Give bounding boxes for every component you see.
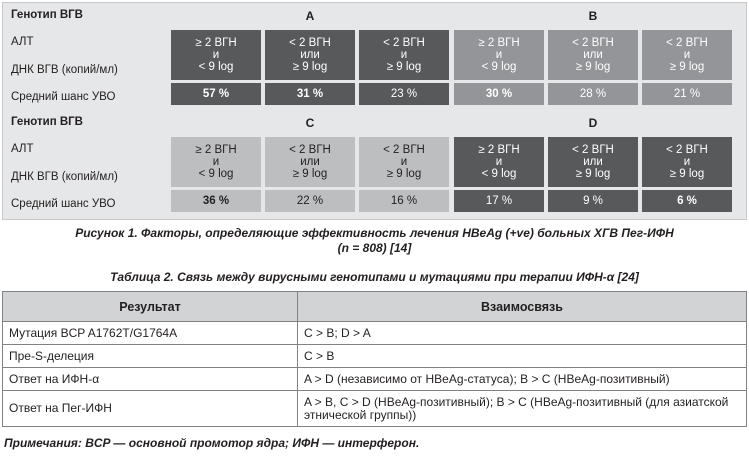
- criteria-cell: [454, 30, 544, 80]
- criteria-line: или: [300, 49, 320, 61]
- response-percent: 17 %: [454, 190, 544, 212]
- criteria-cell: [548, 137, 638, 187]
- notes: Примечания: BCP — основной промотор ядра; ИФН — интерферон.: [4, 436, 420, 450]
- criteria-cell: [265, 137, 355, 187]
- genotype-group-letter: C: [305, 116, 315, 130]
- criteria-line: и: [683, 49, 691, 61]
- header-result: Результат: [3, 292, 298, 322]
- criteria-line: и: [495, 49, 503, 61]
- criteria-cell: [171, 137, 261, 187]
- figure-caption-line2: (n = 808) [14]: [337, 241, 412, 255]
- figure-panel: [2, 2, 747, 220]
- response-percent: 31 %: [265, 83, 355, 105]
- criteria-line: и: [683, 156, 691, 168]
- genotype-label: Генотип ВГВ: [11, 9, 83, 21]
- cell-relation: C > B: [298, 345, 747, 368]
- genotype-label: Генотип ВГВ: [11, 116, 83, 128]
- response-percent: 21 %: [642, 83, 732, 105]
- criteria-line: ≥ 9 log: [575, 61, 611, 73]
- criteria-line: и: [212, 156, 220, 168]
- criteria-cell: [359, 137, 449, 187]
- criteria-line: и: [400, 49, 408, 61]
- genotype-group-letter: B: [588, 9, 598, 23]
- criteria-cell: [642, 30, 732, 80]
- criteria-line: или: [583, 156, 603, 168]
- figure-caption-line1: Рисунок 1. Факторы, определяющие эффективность лечения HBeAg (+ve) больных ХГВ Пег-ИФН: [75, 226, 674, 240]
- row-label: ДНК ВГВ (копий/мл): [11, 171, 118, 183]
- row-label: АЛТ: [11, 143, 34, 155]
- criteria-line: < 2 ВГН: [289, 144, 331, 156]
- criteria-cell: [642, 137, 732, 187]
- criteria-line: < 9 log: [481, 168, 517, 180]
- cell-result: Мутация BCP A1762T/G1764A: [3, 322, 298, 345]
- criteria-line: < 9 log: [198, 61, 234, 73]
- row-label: Средний шанс УВО: [11, 91, 116, 103]
- criteria-line: < 2 ВГН: [572, 144, 614, 156]
- criteria-line: < 2 ВГН: [383, 37, 425, 49]
- response-percent: 6 %: [642, 190, 732, 212]
- criteria-line: ≥ 9 log: [669, 61, 705, 73]
- criteria-cell: [548, 30, 638, 80]
- criteria-line: < 2 ВГН: [289, 37, 331, 49]
- criteria-line: или: [300, 156, 320, 168]
- response-percent: 22 %: [265, 190, 355, 212]
- header-relation: Взаимосвязь: [298, 292, 747, 322]
- criteria-cell: [265, 30, 355, 80]
- genotype-group-letter: D: [588, 116, 598, 130]
- response-percent: 23 %: [359, 83, 449, 105]
- criteria-line: ≥ 9 log: [292, 168, 328, 180]
- criteria-line: или: [583, 49, 603, 61]
- criteria-line: < 9 log: [481, 61, 517, 73]
- figure-caption: [0, 226, 749, 256]
- criteria-line: ≥ 2 ВГН: [478, 144, 520, 156]
- criteria-cell: [171, 30, 261, 80]
- cell-relation: A > D (независимо от HBeAg-статуса); B > C (HBeAg-позитивный): [298, 368, 747, 391]
- criteria-cell: [454, 137, 544, 187]
- criteria-line: ≥ 9 log: [386, 61, 422, 73]
- response-percent: 30 %: [454, 83, 544, 105]
- criteria-line: ≥ 2 ВГН: [195, 144, 237, 156]
- criteria-line: ≥ 9 log: [669, 168, 705, 180]
- criteria-line: < 2 ВГН: [666, 37, 708, 49]
- cell-result: Пре-S-делеция: [3, 345, 298, 368]
- response-percent: 16 %: [359, 190, 449, 212]
- criteria-cell: [359, 30, 449, 80]
- cell-relation: A > B, C > D (HBeAg-позитивный); B > C (HBeAg-позитивный (для азиатской этнической группы)): [298, 391, 747, 427]
- criteria-line: ≥ 9 log: [292, 61, 328, 73]
- table-row: [3, 322, 747, 345]
- table-header-row: [3, 292, 747, 322]
- criteria-line: ≥ 9 log: [386, 168, 422, 180]
- table-row: [3, 391, 747, 427]
- row-label: АЛТ: [11, 36, 34, 48]
- criteria-line: < 9 log: [198, 168, 234, 180]
- criteria-line: ≥ 2 ВГН: [195, 37, 237, 49]
- response-percent: 57 %: [171, 83, 261, 105]
- criteria-line: < 2 ВГН: [572, 37, 614, 49]
- criteria-line: ≥ 9 log: [575, 168, 611, 180]
- row-label: Средний шанс УВО: [11, 198, 116, 210]
- relationship-table: [2, 291, 747, 427]
- response-percent: 9 %: [548, 190, 638, 212]
- response-percent: 28 %: [548, 83, 638, 105]
- cell-result: Ответ на ИФН-α: [3, 368, 298, 391]
- row-label: ДНК ВГВ (копий/мл): [11, 64, 118, 76]
- table-row: [3, 345, 747, 368]
- criteria-line: < 2 ВГН: [383, 144, 425, 156]
- cell-result: Ответ на Пег-ИФН: [3, 391, 298, 427]
- criteria-line: и: [495, 156, 503, 168]
- criteria-line: и: [400, 156, 408, 168]
- response-percent: 36 %: [171, 190, 261, 212]
- cell-relation: C > B; D > A: [298, 322, 747, 345]
- table-row: [3, 368, 747, 391]
- table-caption: Таблица 2. Связь между вирусными генотипами и мутациями при терапии ИФН-α [24]: [110, 270, 639, 284]
- criteria-line: < 2 ВГН: [666, 144, 708, 156]
- genotype-group-letter: A: [305, 9, 315, 23]
- criteria-line: ≥ 2 ВГН: [478, 37, 520, 49]
- criteria-line: и: [212, 49, 220, 61]
